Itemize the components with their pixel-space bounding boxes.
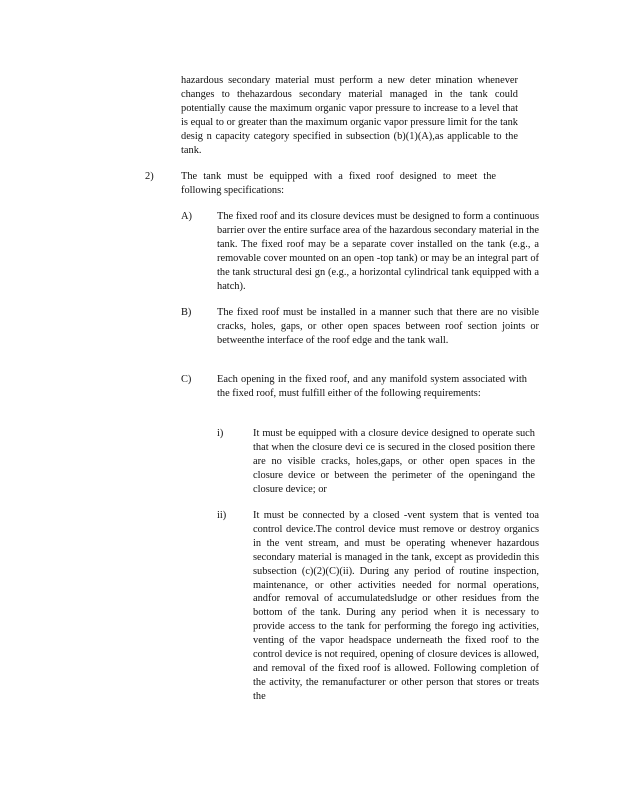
item-c-text: Each opening in the fixed roof, and any manifold system associated with the fixed roof, must fulfill either of the following requirements:	[217, 374, 527, 399]
item-2-text: The tank must be equipped with a fixed roof designed to meet the following specifications:	[181, 171, 496, 196]
item-b-text: The fixed roof must be installed in a manner such that there are no visible cracks, holes, gaps, or other open spaces between roof section joints or betweenthe interface of the roof edge and the tank wall.	[217, 307, 539, 346]
item-i-marker: i)	[217, 428, 224, 439]
item-b-marker: B)	[181, 307, 192, 318]
intro-paragraph: hazardous secondary material must perform a new deter mination whenever changes to thehazardous secondary material managed in the tank could potentially cause the maximum organic vapor pressure to increase to a level that is equal to or greater than the maximum organic vapor pressure limit for the tank desig n capacity category specified in subsection (b)(1)(A),as applicable to the tank.	[181, 75, 518, 156]
item-2-marker: 2)	[145, 171, 154, 182]
item-ii-text: It must be connected by a closed -vent system that is vented toa control device.The control device must remove or destroy organics in the vent stream, and must be operating whenever hazardous secondary material is managed in the tank, except as providedin this subsection (c)(2)(C)(ii). During any period of routine inspection, maintenance, or other activities needed for normal operations, andfor removal of accumulatedsludge or other residues from the bottom of the tank. During any period when it is necessary to provide access to the tank for performing the forego ing activities, venting of the vapor headspace underneath the fixed roof to the control device is not required, opening of closure devices is allowed, and removal of the fixed roof is allowed. Following completion of the activity, the remanufacturer or other person that stores or treats the	[253, 510, 539, 702]
item-c-marker: C)	[181, 374, 192, 385]
item-a-marker: A)	[181, 211, 192, 222]
item-ii-marker: ii)	[217, 510, 227, 521]
item-i-text: It must be equipped with a closure device designed to operate such that when the closure devi ce is secured in the closed position there are no visible cracks, holes,gaps, or other open spaces in the closure device or between the perimeter of the openingand the closure device; or	[253, 428, 535, 495]
item-a-text: The fixed roof and its closure devices must be designed to form a continuous barrier over the entire surface area of the hazardous secondary material in the tank. The fixed roof may be a separate cover installed on the tank (e.g., a removable cover mounted on an open -top tank) or may be an integral part of the tank structural desi gn (e.g., a horizontal cylindrical tank equipped with a hatch).	[217, 211, 539, 292]
